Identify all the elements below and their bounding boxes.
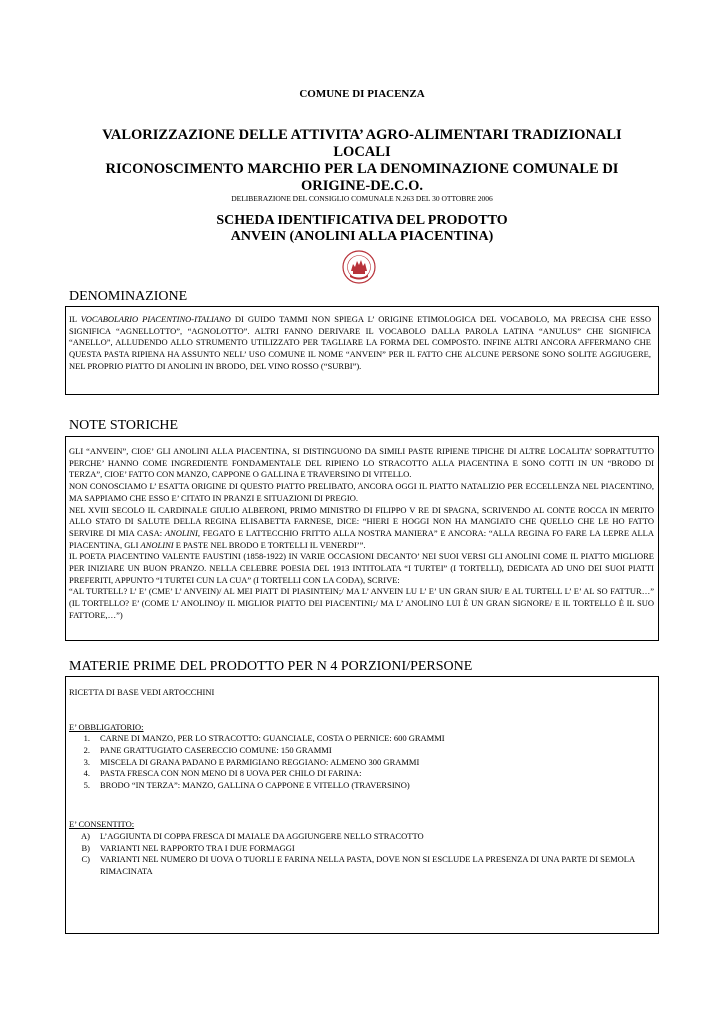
list-item-text: PANE GRATTUGIATO CASERECCIO COMUNE: 150 GRAMMI xyxy=(100,745,332,755)
municipality-name: COMUNE DI PIACENZA xyxy=(299,88,425,100)
main-title-line: VALORIZZAZIONE DELLE ATTIVITA’ AGRO-ALIMENTARI TRADIZIONALI xyxy=(102,127,622,143)
denominazione-box xyxy=(65,306,659,395)
mandatory-ingredients-list xyxy=(69,733,652,791)
allowed-label: E’ CONSENTITO: xyxy=(69,819,135,830)
note-storiche-box xyxy=(65,436,659,641)
history-paragraph: NON CONOSCIAMO L’ ESATTA ORIGINE DI QUESTO PIATTO PRELIBATO, ANCORA OGGI IL PIATTO NATALIZIO PER ECCELLENZA NEL PIACENTINO, MA SAPPIAMO CHE ESSO E’ CITATO IN PRANZI E SITUAZIONI DI PREGIO. xyxy=(69,481,654,503)
base-recipe-note: RICETTA DI BASE VEDI ARTOCCHINI xyxy=(69,687,215,697)
main-title-line: ORIGINE-DE.C.O. xyxy=(300,178,424,194)
list-marker: 1. xyxy=(83,733,90,744)
denominazione-paragraph xyxy=(69,314,651,373)
list-marker: C) xyxy=(81,854,90,865)
text-run: E PASTE NEL BRODO E TORTELLI IL VENERDI’”. xyxy=(173,539,366,550)
mandatory-label: E’ OBBLIGATORIO: xyxy=(69,721,144,732)
main-title-line: RICONOSCIMENTO MARCHIO PER LA DENOMINAZIONE COMUNALE DI xyxy=(105,161,619,177)
list-item-text: BRODO “IN TERZA”: MANZO, GALLINA O CAPPONE E VITELLO (TRAVERSINO) xyxy=(100,779,410,790)
allowed-variant-item xyxy=(69,831,652,843)
municipal-seal-icon xyxy=(342,250,376,284)
list-marker: 4. xyxy=(83,768,90,779)
allowed-variant-item xyxy=(69,854,652,877)
history-paragraph: IL POETA PIACENTINO VALENTE FAUSTINI (1858-1922) IN VARIE OCCASIONI DECANTO’ NEI SUOI VERSI GLI ANOLINI COME IL PIATTO MIGLIORE PER INIZIARE UN BUON PRANZO. NELLA CELEBRE POESIA DEL 1913 INTITOLATA “I TURTEI” (I TORTELLI), DEDICATA AD UNO DEI SUOI PIATTI PREFERITI, APPUNTO “I TURTEI CUN LA CUA” (I TORTELLI CON LA CODA), SCRIVE: xyxy=(69,551,654,585)
list-item-text: VARIANTI NEL RAPPORTO TRA I DUE FORMAGGI xyxy=(100,842,295,853)
list-marker: 3. xyxy=(83,756,90,767)
list-item-text: PASTA FRESCA CON NON MENO DI 8 UOVA PER CHILO DI FARINA: xyxy=(100,768,362,779)
book-title: VOCABOLARIO PIACENTINO-ITALIANO xyxy=(80,314,231,324)
main-title xyxy=(60,127,664,195)
sheet-title-line: SCHEDA IDENTIFICATIVA DEL PRODOTTO xyxy=(216,213,508,228)
list-marker: 5. xyxy=(83,779,90,790)
list-item-text: CARNE DI MANZO, PER LO STRACOTTO: GUANCIALE, COSTA O PERNICE: 600 GRAMMI xyxy=(100,733,445,744)
text-run: , FEGATO E LATTECCHIO FRITTO ALLA NOSTRA MANIERA” E ANCORA: “ALLA REGINA FO FARE LA LEPRE ALLA PIACENTINA, GLI xyxy=(69,527,654,550)
section-heading-materie-prime: MATERIE PRIME DEL PRODOTTO PER N 4 PORZIONI/PERSONE xyxy=(69,659,473,674)
list-marker: A) xyxy=(81,831,90,842)
text-run-italic: ANOLINI xyxy=(140,539,174,550)
section-heading-note-storiche: NOTE STORICHE xyxy=(69,418,179,433)
history-paragraph xyxy=(69,505,654,552)
mandatory-ingredient-item xyxy=(69,757,652,769)
allowed-variant-item xyxy=(69,843,652,855)
list-marker: 2. xyxy=(83,745,90,755)
allowed-variants-list xyxy=(69,831,652,877)
sheet-title-line: ANVEIN (ANOLINI ALLA PIACENTINA) xyxy=(230,229,494,244)
deliberation-reference: DELIBERAZIONE DEL CONSIGLIO COMUNALE N.263 DEL 30 OTTOBRE 2006 xyxy=(231,194,493,203)
mandatory-ingredient-item xyxy=(69,768,652,780)
list-item-text: L’AGGIUNTA DI COPPA FRESCA DI MAIALE DA AGGIUNGERE NELLO STRACOTTO xyxy=(100,831,424,842)
text-run-italic: ANOLINI xyxy=(164,527,198,538)
text-run: DI GUIDO TAMMI NON SPIEGA L’ ORIGINE ETIMOLOGICA DEL VOCABOLO, MA PRECISA CHE ESSO SIGNIFICA “AGNELLOTTO”, “AGNOLOTTO”. ALTRI FANNO DERIVARE IL VOCABOLO DALLA PAROLA LATINA “ANULUS” CHE SIGNIFICA “ANELLO”, ALLUDENDO ALLO STRUMENTO UTILIZZATO PER TAGLIARE LA FORMA DEL COMPOSTO. INFINE ALTRI ANCORA AFFERMANO CHE QUESTA PASTA RIPIENA HA ASSUNTO NELL’ USO COMUNE IL NOME “ANVEIN” PER IL FATTO CHE ALCUNE PERSONE SONO SOLITE AGGIUGERE, NEL PROPRIO PIATTO DI ANOLINI IN BRODO, DEL VINO ROSSO (“SURBI”). xyxy=(69,314,651,371)
mandatory-ingredient-item xyxy=(69,780,652,792)
history-paragraph: GLI “ANVEIN”, CIOE’ GLI ANOLINI ALLA PIACENTINA, SI DISTINGUONO DA SIMILI PASTE RIPIENE TIPICHE DI ALTRE LOCALITA’ SOPRATTUTTO PERCHE’ HANNO COME INGREDIENTE FONDAMENTALE DEL RIPIENO LO STRACOTTO ALLA PIACENTINA E SONO COTTI IN UN “BRODO DI TERZA”, CIOE’ FATTO CON MANZO, CAPPONE O GALLINA E TRAVERSINO DI VITELLO. xyxy=(69,446,654,480)
poem-quote: “AL TURTELL? L’ E’ (CME’ L’ ANVEIN)/ AL MEI PIATT DI PIASINTEIN;/ MA L’ ANVEIN LU L’ E’ UN GRAN SIUR/ E AL TURTELL L’ E’ AL SO FATTUR…” (IL TORTELLO? E’ (COME L’ ANOLINO)/ IL MIGLIOR PIATTO DEI PIACENTINI;/ MA L’ ANOLINO LUI È UN GRAN SIGNORE/ E IL TORTELLO È IL SUO FATTORE,…”) xyxy=(69,586,654,620)
main-title-line: LOCALI xyxy=(333,144,391,160)
mandatory-ingredient-item xyxy=(69,733,652,745)
list-item-text: MISCELA DI GRANA PADANO E PARMIGIANO REGGIANO: ALMENO 300 GRAMMI xyxy=(100,756,420,767)
list-marker: B) xyxy=(81,842,90,853)
section-heading-denominazione: DENOMINAZIONE xyxy=(69,289,188,304)
sheet-title xyxy=(60,213,664,245)
mandatory-ingredient-item xyxy=(69,745,652,757)
list-item-text: VARIANTI NEL NUMERO DI UOVA O TUORLI E FARINA NELLA PASTA, DOVE NON SI ESCLUDE LA PRESENZA DI UNA PARTE DI SEMOLA RIMACINATA xyxy=(100,854,635,876)
materie-prime-box xyxy=(65,676,659,934)
text-run: IL xyxy=(69,314,81,324)
text-run: NEL XVIII SECOLO IL CARDINALE GIULIO ALBERONI, PRIMO MINISTRO DI FILIPPO V RE DI SPAGNA, SCRIVENDO AL CONTE ROCCA IN MERITO ALLO STATO DI SALUTE DELLA REGINA ELISABETTA FARNESE, DICE: “HIERI E HOGGI NON HA MANGIATO CHE QUELLO CHE LE HO FATTO SERVIRE DI MIA CASA: xyxy=(69,504,654,538)
